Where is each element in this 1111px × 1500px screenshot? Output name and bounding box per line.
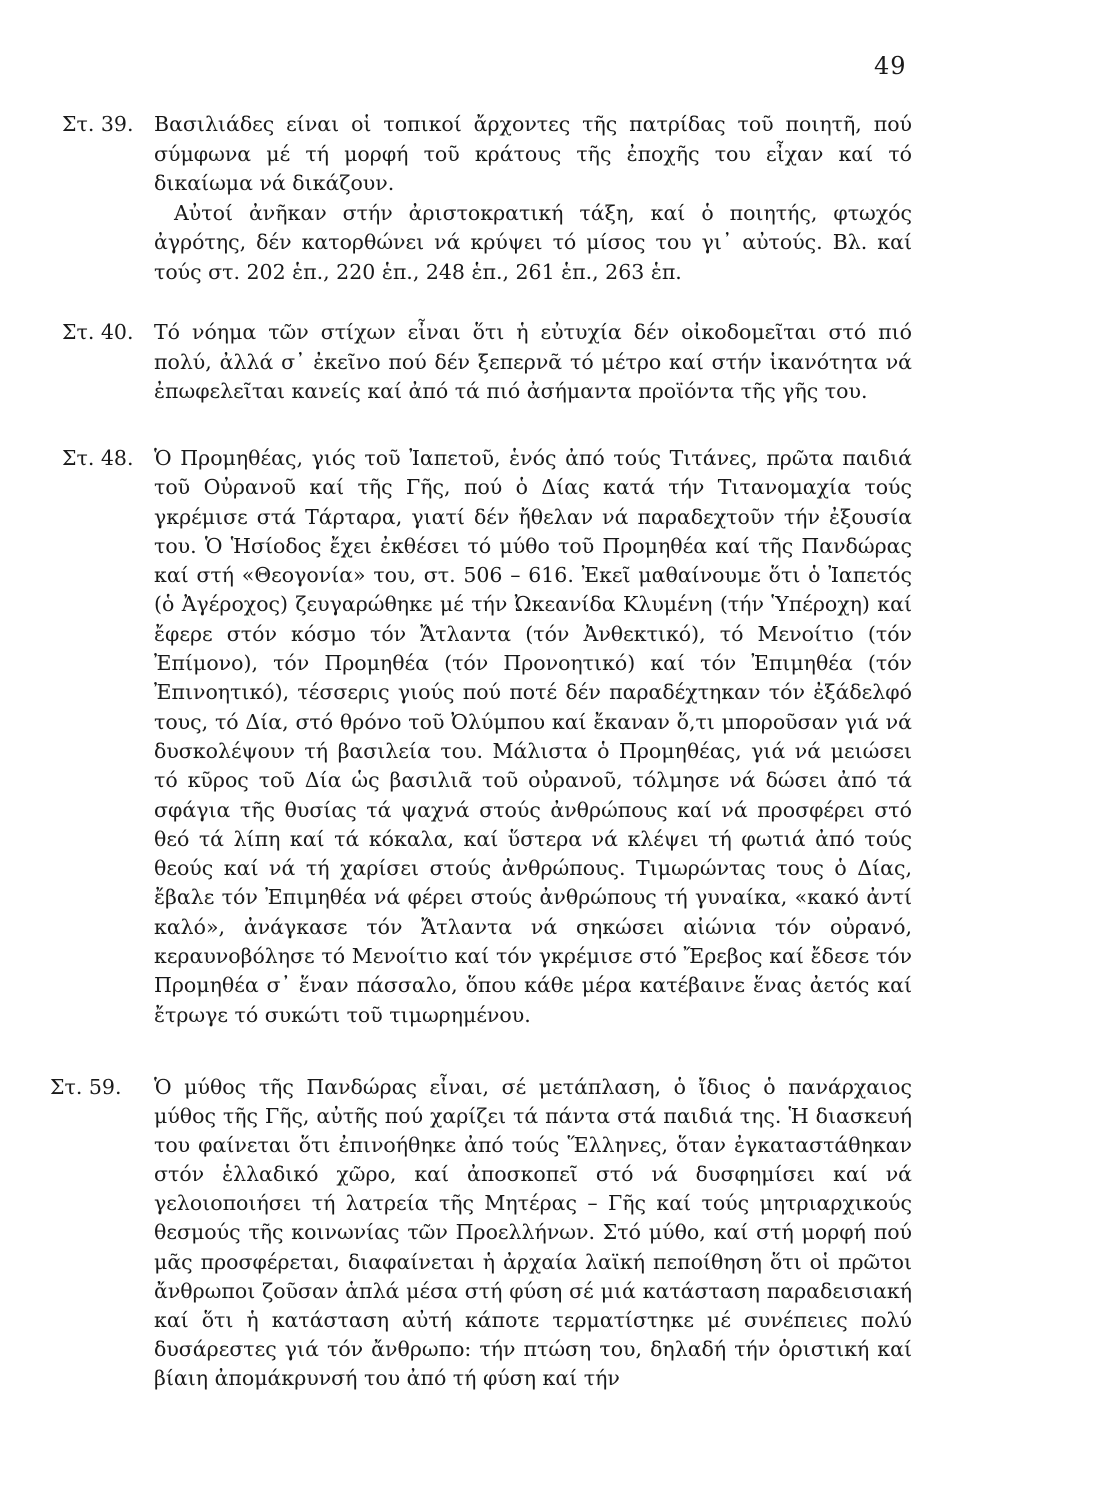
note-paragraph: Ὁ Προμηθέας, γιός τοῦ Ἰαπετοῦ, ἑνός ἀπό τούς Τιτάνες, πρῶτα παιδιά τοῦ Οὐρανοῦ καί τῆς Γῆς, πού ὁ Δίας κατά τήν Τιτανομαχία τούς γκρέμισε στά Τάρταρα, γιατί δέν ἤθελαν νά παραδεχτοῦν τήν ἐξουσία του. Ὁ Ἡσίοδος ἔχει ἐκθέσει τό μύθο τοῦ Προμηθέα καί τῆς Πανδώρας καί στή «Θεογονία» του, στ. 506 – 616. Ἐκεῖ μαθαίνουμε ὅτι ὁ Ἰαπετός (ὁ Ἀγέροχος) ζευγαρώθηκε μέ τήν Ὠκεανίδα Κλυμένη (τήν Ὑπέροχη) καί ἔφερε στόν κόσμο τόν Ἄτλαντα (τόν Ἀνθεκτικό), τό Μενοίτιο (τόν Ἐπίμονο), τόν Προμηθέα (τόν Προνοητικό) καί τόν Ἐπιμηθέα (τόν Ἐπινοητικό), τέσσερις γιούς πού ποτέ δέν παραδέχτηκαν τόν ἐξάδελφό τους, τό Δία, στό θρόνο τοῦ Ὀλύμπου καί ἔκαναν ὅ,τι μποροῦσαν γιά νά δυσκολέψουν τή βασιλεία του. Μάλιστα ὁ Προμηθέας, γιά νά μειώσει τό κῦρος τοῦ Δία ὡς βασιλιᾶ τοῦ οὐρανοῦ, τόλμησε νά δώσει ἀπό τά σφάγια τῆς θυσίας τά ψαχνά στούς ἀνθρώπους καί νά προσφέρει στό θεό τά λίπη καί τά κόκαλα, καί ὕστερα νά κλέψει τή φωτιά ἀπό τούς θεούς καί νά τή χαρίσει στούς ἀνθρώπους. Τιμωρώντας τους ὁ Δίας, ἔβαλε τόν Ἐπιμηθέα νά φέρει στούς ἀνθρώπους τή γυναίκα, «κακό ἀντί καλό», ἀνάγκασε τόν Ἄτλαντα νά σηκώσει αἰώνια τόν οὐρανό, κεραυνοβόλησε τό Μενοίτιο καί τόν γκρέμισε στό Ἔρεβος καί ἔδεσε τόν Προμηθέα σ᾿ ἕναν πάσσαλο, ὅπου κάθε μέρα κατέβαινε ἕνας ἀετός καί ἔτρωγε τό συκώτι τοῦ τιμωρημένου.: [154, 446, 912, 1027]
commentary-note-40: [62, 318, 912, 407]
commentary-note-48: [62, 444, 912, 1030]
note-paragraph: Τό νόημα τῶν στίχων εἶναι ὅτι ἡ εὐτυχία δέν οἰκοδομεῖται στό πιό πολύ, ἀλλά σ᾿ ἐκεῖνο πού δέν ξεπερνᾶ τό μέτρο καί στήν ἱκανότητα νά ἐπωφελεῖται κανείς καί ἀπό τά πιό ἀσήμαντα προϊόντα τῆς γῆς του.: [154, 320, 912, 403]
verse-reference: Στ. 48.: [62, 446, 134, 470]
note-body: [154, 110, 912, 287]
note-paragraph: Ὁ μύθος τῆς Πανδώρας εἶναι, σέ μετάπλαση, ὁ ἴδιος ὁ πανάρχαιος μύθος τῆς Γῆς, αὐτῆς πού χαρίζει τά πάντα στά παιδιά της. Ἡ διασκευή του φαίνεται ὅτι ἐπινοήθηκε ἀπό τούς Ἕλληνες, ὅταν ἐγκαταστάθηκαν στόν ἑλλαδικό χῶρο, καί ἀποσκοπεῖ στό νά δυσφημίσει καί νά γελοιοποιήσει τή λατρεία τῆς Μητέρας – Γῆς καί τούς μητριαρχικούς θεσμούς τῆς κοινωνίας τῶν Προελλήνων. Στό μύθο, καί στή μορφή πού μᾶς προσφέρεται, διαφαίνεται ἡ ἀρχαία λαϊκή πεποίθηση ὅτι οἱ πρῶτοι ἄνθρωποι ζοῦσαν ἁπλά μέσα στή φύση σέ μιά κατάσταση παραδεισιακή καί ὅτι ἡ κατάσταση αὐτή κάποτε τερματίστηκε μέ συνέπειες πολύ δυσάρεστες γιά τόν ἄνθρωπο: τήν πτώση του, δηλαδή τήν ὁριστική καί βίαιη ἀπομάκρυνσή του ἀπό τή φύση καί τήν: [154, 1075, 912, 1390]
page-number: 49: [874, 52, 907, 80]
commentary-note-39: [62, 110, 912, 287]
note-paragraph: Βασιλιάδες είναι οἱ τοπικοί ἄρχοντες τῆς πατρίδας τοῦ ποιητῆ, πού σύμφωνα μέ τή μορφή τοῦ κράτους τῆς ἐποχῆς του εἶχαν καί τό δικαίωμα νά δικάζουν.: [154, 112, 912, 195]
note-body: [154, 1073, 912, 1393]
verse-reference: Στ. 59.: [50, 1075, 122, 1099]
note-body: [154, 444, 912, 1030]
commentary-note-59: [50, 1073, 912, 1393]
note-paragraph: Αὐτοί ἀνῆκαν στήν ἀριστοκρατική τάξη, καί ὁ ποιητής, φτωχός ἀγρότης, δέν κατορθώνει νά κρύψει τό μίσος του γι᾿ αὐτούς. Βλ. καί τούς στ. 202 ἑπ., 220 ἑπ., 248 ἑπ., 261 ἑπ., 263 ἑπ.: [154, 200, 912, 284]
verse-reference: Στ. 40.: [62, 320, 134, 344]
note-body: [154, 318, 912, 407]
verse-reference: Στ. 39.: [62, 112, 134, 136]
